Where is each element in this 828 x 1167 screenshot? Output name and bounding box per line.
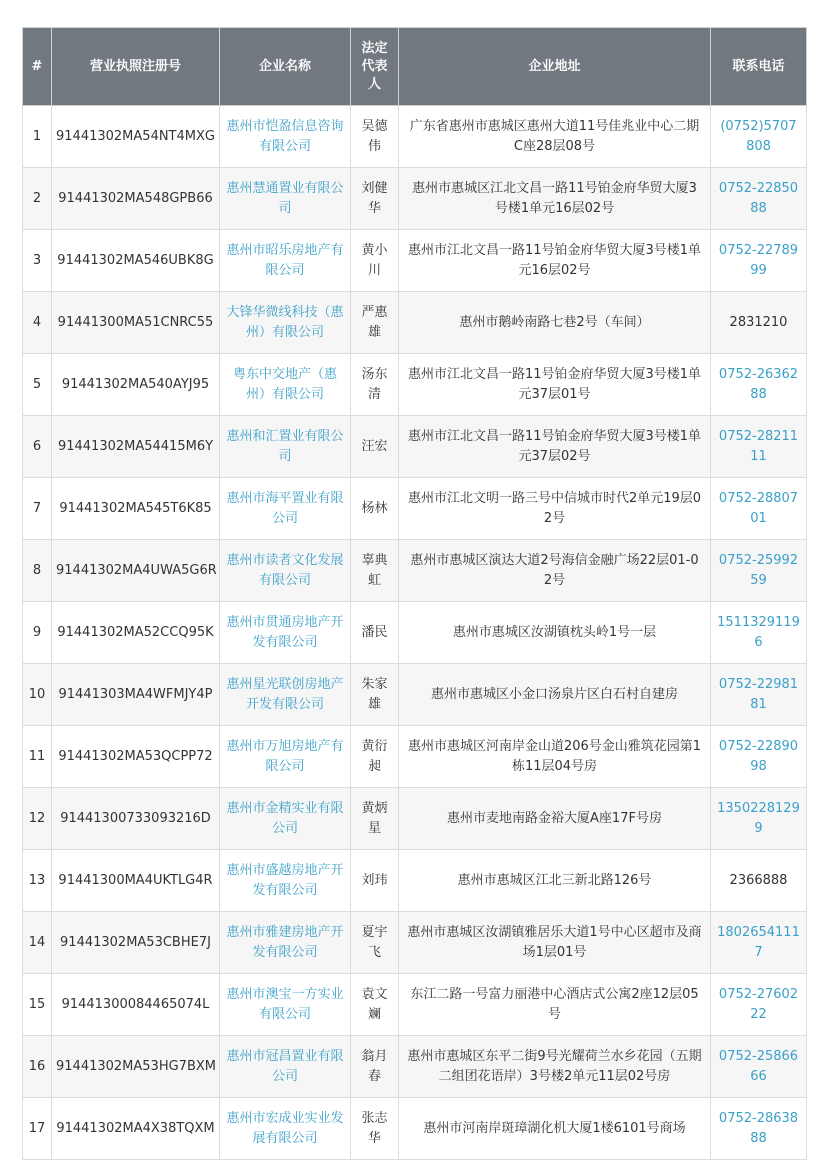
address-cell: 广东省惠州市惠城区惠州大道11号佳兆业中心二期C座28层08号 <box>399 106 711 168</box>
legal-rep-cell: 黄炳星 <box>351 788 399 850</box>
company-name-link[interactable]: 惠州市恺盈信息咨询有限公司 <box>220 106 351 168</box>
company-name-link[interactable]: 大锋华微线科技（惠州）有限公司 <box>220 292 351 354</box>
phone-link[interactable]: 0752-2586666 <box>711 1036 807 1098</box>
address-cell: 惠州市江北文昌一路11号铂金府华贸大厦3号楼1单元37层01号 <box>399 354 711 416</box>
row-index: 9 <box>23 602 52 664</box>
company-table <box>22 27 807 1160</box>
address-cell: 惠州市惠城区汝湖镇枕头岭1号一层 <box>399 602 711 664</box>
reg-no-cell: 91441302MA4UWA5G6R <box>52 540 220 602</box>
reg-no-cell: 91441302MA52CCQ95K <box>52 602 220 664</box>
table-row <box>23 974 807 1036</box>
row-index: 11 <box>23 726 52 788</box>
table-row <box>23 1098 807 1160</box>
row-index: 16 <box>23 1036 52 1098</box>
legal-rep-cell: 潘民 <box>351 602 399 664</box>
table-row <box>23 788 807 850</box>
phone-link[interactable]: (0752)5707808 <box>711 106 807 168</box>
address-cell: 惠州市惠城区河南岸金山道206号金山雅筑花园第1栋11层04号房 <box>399 726 711 788</box>
row-index: 12 <box>23 788 52 850</box>
legal-rep-cell: 黄衍昶 <box>351 726 399 788</box>
legal-rep-cell: 夏宇飞 <box>351 912 399 974</box>
phone-link[interactable]: 0752-2636288 <box>711 354 807 416</box>
reg-no-cell: 91441302MA540AYJ95 <box>52 354 220 416</box>
address-cell: 惠州市麦地南路金裕大厦A座17F号房 <box>399 788 711 850</box>
row-index: 15 <box>23 974 52 1036</box>
company-name-link[interactable]: 惠州市澳宝一方实业有限公司 <box>220 974 351 1036</box>
address-cell: 惠州市江北文明一路三号中信城市时代2单元19层02号 <box>399 478 711 540</box>
table-row <box>23 168 807 230</box>
header-row <box>23 28 807 106</box>
row-index: 7 <box>23 478 52 540</box>
legal-rep-cell: 严惠雄 <box>351 292 399 354</box>
table-row <box>23 230 807 292</box>
address-cell: 惠州市惠城区东平二街9号光耀荷兰水乡花园（五期二组团花语岸）3号楼2单元11层02号房 <box>399 1036 711 1098</box>
company-name-link[interactable]: 惠州市宏成业实业发展有限公司 <box>220 1098 351 1160</box>
company-name-link[interactable]: 惠州市雅建房地产开发有限公司 <box>220 912 351 974</box>
table-row <box>23 1036 807 1098</box>
legal-rep-cell: 翁月春 <box>351 1036 399 1098</box>
legal-rep-cell: 刘玮 <box>351 850 399 912</box>
reg-no-cell: 91441302MA53CBHE7J <box>52 912 220 974</box>
phone-link[interactable]: 0752-2298181 <box>711 664 807 726</box>
reg-no-cell: 91441302MA548GPB66 <box>52 168 220 230</box>
company-name-link[interactable]: 惠州市海平置业有限公司 <box>220 478 351 540</box>
company-name-link[interactable]: 粤东中交地产（惠州）有限公司 <box>220 354 351 416</box>
row-index: 17 <box>23 1098 52 1160</box>
phone-link[interactable]: 13502281299 <box>711 788 807 850</box>
reg-no-cell: 91441303MA4WFMJY4P <box>52 664 220 726</box>
reg-no-cell: 91441302MA54415M6Y <box>52 416 220 478</box>
phone-link[interactable]: 0752-2863888 <box>711 1098 807 1160</box>
row-index: 13 <box>23 850 52 912</box>
row-index: 6 <box>23 416 52 478</box>
phone-link[interactable]: 0752-2599259 <box>711 540 807 602</box>
row-index: 10 <box>23 664 52 726</box>
company-name-link[interactable]: 惠州市盛越房地产开发有限公司 <box>220 850 351 912</box>
legal-rep-cell: 张志华 <box>351 1098 399 1160</box>
legal-rep-cell: 辜典虹 <box>351 540 399 602</box>
table-row <box>23 478 807 540</box>
phone-link[interactable]: 0752-2880701 <box>711 478 807 540</box>
legal-rep-cell: 汪宏 <box>351 416 399 478</box>
company-name-link[interactable]: 惠州市金精实业有限公司 <box>220 788 351 850</box>
header-company: 企业名称 <box>220 28 351 106</box>
row-index: 4 <box>23 292 52 354</box>
company-name-link[interactable]: 惠州星光联创房地产开发有限公司 <box>220 664 351 726</box>
table-row <box>23 726 807 788</box>
company-name-link[interactable]: 惠州市冠昌置业有限公司 <box>220 1036 351 1098</box>
table-row <box>23 106 807 168</box>
phone-link[interactable]: 0752-2821111 <box>711 416 807 478</box>
table-body <box>23 106 807 1160</box>
table-row <box>23 912 807 974</box>
header-reg-no: 营业执照注册号 <box>52 28 220 106</box>
reg-no-cell: 91441302MA546UBK8G <box>52 230 220 292</box>
row-index: 2 <box>23 168 52 230</box>
address-cell: 东江二路一号富力丽港中心酒店式公寓2座12层05号 <box>399 974 711 1036</box>
company-name-link[interactable]: 惠州慧通置业有限公司 <box>220 168 351 230</box>
address-cell: 惠州市江北文昌一路11号铂金府华贸大厦3号楼1单元37层02号 <box>399 416 711 478</box>
company-name-link[interactable]: 惠州和汇置业有限公司 <box>220 416 351 478</box>
reg-no-cell: 91441300084465074L <box>52 974 220 1036</box>
row-index: 1 <box>23 106 52 168</box>
address-cell: 惠州市河南岸斑璋湖化机大厦1楼6101号商场 <box>399 1098 711 1160</box>
header-address: 企业地址 <box>399 28 711 106</box>
reg-no-cell: 91441300MA51CNRC55 <box>52 292 220 354</box>
legal-rep-cell: 杨林 <box>351 478 399 540</box>
phone-link[interactable]: 18026541117 <box>711 912 807 974</box>
address-cell: 惠州市惠城区汝湖镇雅居乐大道1号中心区超市及商场1层01号 <box>399 912 711 974</box>
reg-no-cell: 91441302MA4X38TQXM <box>52 1098 220 1160</box>
reg-no-cell: 91441302MA54NT4MXG <box>52 106 220 168</box>
phone-cell: 2366888 <box>711 850 807 912</box>
phone-link[interactable]: 15113291196 <box>711 602 807 664</box>
row-index: 14 <box>23 912 52 974</box>
reg-no-cell: 91441300MA4UKTLG4R <box>52 850 220 912</box>
address-cell: 惠州市惠城区江北文昌一路11号铂金府华贸大厦3号楼1单元16层02号 <box>399 168 711 230</box>
address-cell: 惠州市鹅岭南路七巷2号（车间） <box>399 292 711 354</box>
row-index: 3 <box>23 230 52 292</box>
phone-link[interactable]: 0752-2760222 <box>711 974 807 1036</box>
reg-no-cell: 91441300733093216D <box>52 788 220 850</box>
legal-rep-cell: 汤东清 <box>351 354 399 416</box>
reg-no-cell: 91441302MA545T6K85 <box>52 478 220 540</box>
phone-link[interactable]: 0752-2285088 <box>711 168 807 230</box>
address-cell: 惠州市江北文昌一路11号铂金府华贸大厦3号楼1单元16层02号 <box>399 230 711 292</box>
table-header <box>23 28 807 106</box>
table-row <box>23 540 807 602</box>
row-index: 8 <box>23 540 52 602</box>
reg-no-cell: 91441302MA53HG7BXM <box>52 1036 220 1098</box>
company-table-container <box>22 27 806 1160</box>
table-row <box>23 292 807 354</box>
header-phone: 联系电话 <box>711 28 807 106</box>
company-name-link[interactable]: 惠州市贯通房地产开发有限公司 <box>220 602 351 664</box>
table-row <box>23 664 807 726</box>
table-row <box>23 354 807 416</box>
legal-rep-cell: 黄小川 <box>351 230 399 292</box>
address-cell: 惠州市惠城区江北三新北路126号 <box>399 850 711 912</box>
legal-rep-cell: 袁文斓 <box>351 974 399 1036</box>
company-name-link[interactable]: 惠州市万旭房地产有限公司 <box>220 726 351 788</box>
legal-rep-cell: 朱家雄 <box>351 664 399 726</box>
phone-link[interactable]: 0752-2278999 <box>711 230 807 292</box>
table-row <box>23 850 807 912</box>
row-index: 5 <box>23 354 52 416</box>
legal-rep-cell: 吴德伟 <box>351 106 399 168</box>
company-name-link[interactable]: 惠州市读者文化发展有限公司 <box>220 540 351 602</box>
phone-cell: 2831210 <box>711 292 807 354</box>
table-row <box>23 416 807 478</box>
header-legal-rep: 法定代表人 <box>351 28 399 106</box>
phone-link[interactable]: 0752-2289098 <box>711 726 807 788</box>
table-row <box>23 602 807 664</box>
reg-no-cell: 91441302MA53QCPP72 <box>52 726 220 788</box>
legal-rep-cell: 刘健华 <box>351 168 399 230</box>
company-name-link[interactable]: 惠州市昭乐房地产有限公司 <box>220 230 351 292</box>
address-cell: 惠州市惠城区演达大道2号海信金融广场22层01-02号 <box>399 540 711 602</box>
header-index: # <box>23 28 52 106</box>
address-cell: 惠州市惠城区小金口汤泉片区白石村自建房 <box>399 664 711 726</box>
